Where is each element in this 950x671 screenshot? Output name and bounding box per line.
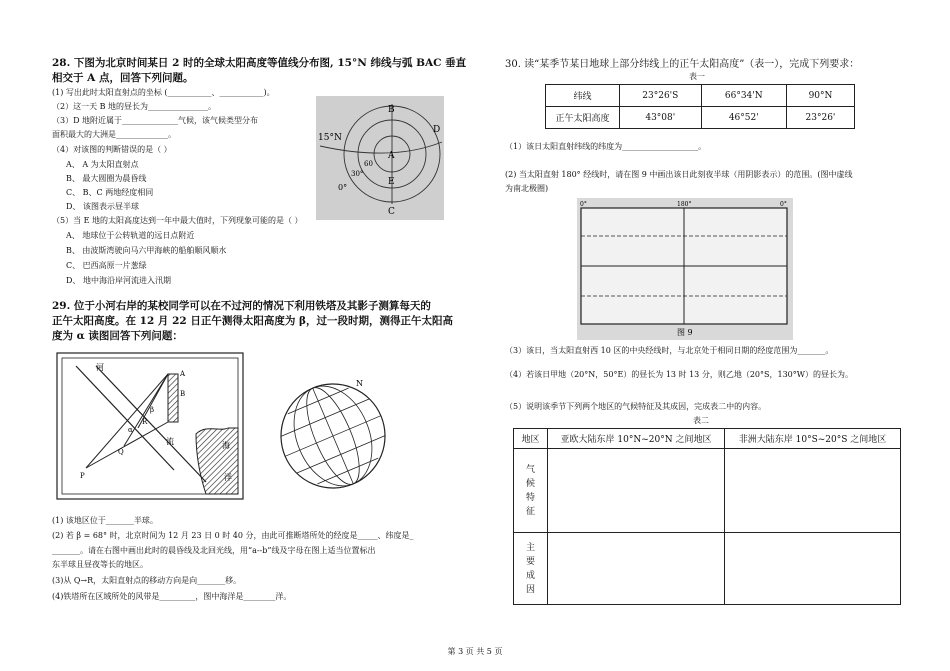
label-b: B [180, 390, 186, 398]
table-row [514, 449, 901, 533]
table-row [546, 85, 855, 107]
q28-line: (1) 写出此时太阳直射点的坐标 (___________、___________)。 [52, 88, 275, 97]
table-cell: 46°52' [701, 107, 786, 129]
label-180: 180° [677, 201, 692, 208]
label-0-left: 0° [580, 201, 587, 208]
globe-figure [274, 376, 392, 494]
q29-title-line2: 正午太阳高度。在 12 月 22 日正午测得太阳高度为 β，过一段时期，测得正午太阳高 [52, 315, 453, 327]
table-cell: 90°N [786, 85, 854, 107]
answer-cell[interactable] [725, 533, 901, 605]
q28-option: A、 地球位于公转轨道的远日点附近 [66, 231, 195, 240]
q29-line: _______。请在右图中画出此时的晨昏线及北回光线，用“a--b”线及字母在图上适当位置标出 [52, 546, 376, 555]
label-a: A [180, 370, 186, 378]
river-tower-map [56, 352, 244, 500]
table2 [513, 428, 901, 605]
answer-cell[interactable] [548, 449, 725, 533]
label-alpha: α [128, 426, 133, 434]
q29-line: (2) 若 β = 68° 时，北京时间为 12 月 23 日 0 时 40 分，由此可推断塔所处的经度是_____、纬度是_ [52, 531, 414, 540]
table1-caption: 表一 [689, 72, 705, 81]
q28-line: 面积最大的大洲是_____________。 [52, 130, 176, 139]
label-q: Q [118, 448, 124, 456]
label-b: B [388, 105, 395, 115]
label-15n: 15°N [318, 133, 342, 143]
q28-option: C、 巴西高原一片葱绿 [66, 261, 147, 270]
q30-q2-line2: 为南北极圈) [505, 184, 549, 193]
table-header-cell: 地区 [514, 429, 548, 449]
q28-option: D、 该图表示昼半球 [66, 202, 139, 211]
table-cell: 23°26' [786, 107, 854, 129]
figure-9-grid [577, 198, 793, 340]
q30-line: （1）该日太阳直射纬线的纬度为___________________。 [505, 142, 707, 151]
table-cell: 43°08' [620, 107, 702, 129]
q28-line: （4）对该图的判断错误的是（ ） [52, 145, 172, 154]
q29-line: 东半球且昼夜等长的地区。 [52, 560, 148, 569]
label-0-right: 0° [780, 201, 787, 208]
q28-line: （2）这一天 B 地的昼长为_______________。 [52, 102, 217, 111]
table-cell: 正午太阳高度 [546, 107, 620, 129]
label-c: C [388, 207, 395, 217]
q28-option: B、 由波斯湾驶向马六甲海峡的船舶顺风顺水 [66, 246, 227, 255]
table-header-cell: 非洲大陆东岸 10°S~20°S 之间地区 [725, 429, 901, 449]
label-e: E [388, 177, 395, 187]
label-ocean: 洋 [224, 473, 232, 482]
label-r: R [142, 418, 148, 426]
table-cell: 纬线 [546, 85, 620, 107]
q30-line: （4）若该日甲地（20°N，50°E）的昼长为 13 时 13 分，则乙地（20°S，130°W）的昼长为。 [505, 370, 853, 379]
q29-title-line1: 29. 位于小河右岸的某校同学可以在不过河的情况下利用铁塔及其影子测算每天的 [52, 300, 431, 312]
q28-option: C、 B、C 两地经度相同 [66, 188, 154, 197]
q30-line: （5）说明该季节下列两个地区的气候特征及其成因，完成表二中的内容。 [505, 402, 767, 411]
q29-title-line3: 度为 α 读图回答下列问题： [52, 330, 183, 342]
row-label-climate: 气候特征 [514, 449, 548, 533]
sun-altitude-diagram [316, 96, 444, 220]
q28-line: （3）D 地附近属于______________气候，该气候类型分布 [52, 116, 259, 125]
q30-line: （3）该日，当太阳直射西 10 区的中央经线时，与北京处于相同日期的经度范围为_______。 [505, 346, 834, 355]
river-tower-figure [56, 352, 244, 500]
page-footer: 第 3 页 共 5 页 [447, 647, 503, 656]
table2-caption: 表二 [693, 416, 709, 425]
label-n: N [356, 379, 363, 388]
sun-altitude-figure [316, 96, 444, 220]
q29-line: (4)铁塔所在区域所处的风带是_________，图中海洋是________洋。 [52, 592, 292, 601]
table-cell: 66°34'N [701, 85, 786, 107]
q29-line: (1) 该地区位于_______半球。 [52, 516, 158, 525]
table-row [546, 107, 855, 129]
globe-diagram [274, 376, 392, 494]
label-a: A [388, 151, 395, 161]
label-d: D [433, 125, 441, 135]
q28-line: （5）当 E 地的太阳高度达到一年中最大值时，下列现象可能的是（ ） [52, 216, 303, 225]
label-60: 60 [364, 160, 373, 168]
label-sea: 海 [222, 441, 230, 450]
label-river: 河 [96, 363, 104, 372]
q30-title: 30. 读“某季节某日地球上部分纬线上的正午太阳高度”（表一），完成下列要求： [505, 59, 860, 70]
table-header-cell: 亚欧大陆东岸 10°N~20°N 之间地区 [548, 429, 725, 449]
q28-option: A、 A 为太阳直射点 [66, 160, 139, 169]
answer-cell[interactable] [548, 533, 725, 605]
q29-line: (3)从 Q→R，太阳直射点的移动方向是向_______移。 [52, 576, 242, 585]
label-p: P [80, 472, 85, 480]
table-cell: 23°26'S [620, 85, 702, 107]
q30-q2-line1: (2) 当太阳直射 180° 经线时，请在图 9 中画出该日此刻夜半球（用阴影表示）的范围。(图中虚线 [505, 170, 853, 179]
table-row [514, 533, 901, 605]
answer-cell[interactable] [725, 449, 901, 533]
q28-title-line2: 相交于 A 点，回答下列问题。 [52, 72, 194, 84]
table-row [514, 429, 901, 449]
row-label-cause: 主要成因 [514, 533, 548, 605]
figure-9-caption: 图 9 [677, 328, 693, 337]
figure-9 [577, 198, 793, 340]
table1 [545, 84, 855, 129]
label-flow: 流 [166, 437, 174, 446]
q28-option: B、 最大圆圈为晨昏线 [66, 174, 147, 183]
q28-title-line1: 28. 下图为北京时间某日 2 时的全球太阳高度等值线分布图, 15°N 纬线与弧 BAC 垂直 [52, 57, 467, 69]
label-0: 0° [338, 183, 348, 192]
label-30: 30° [351, 170, 364, 178]
q28-option: D、 地中海沿岸河流进入汛期 [66, 276, 171, 285]
label-beta: β [150, 406, 155, 414]
